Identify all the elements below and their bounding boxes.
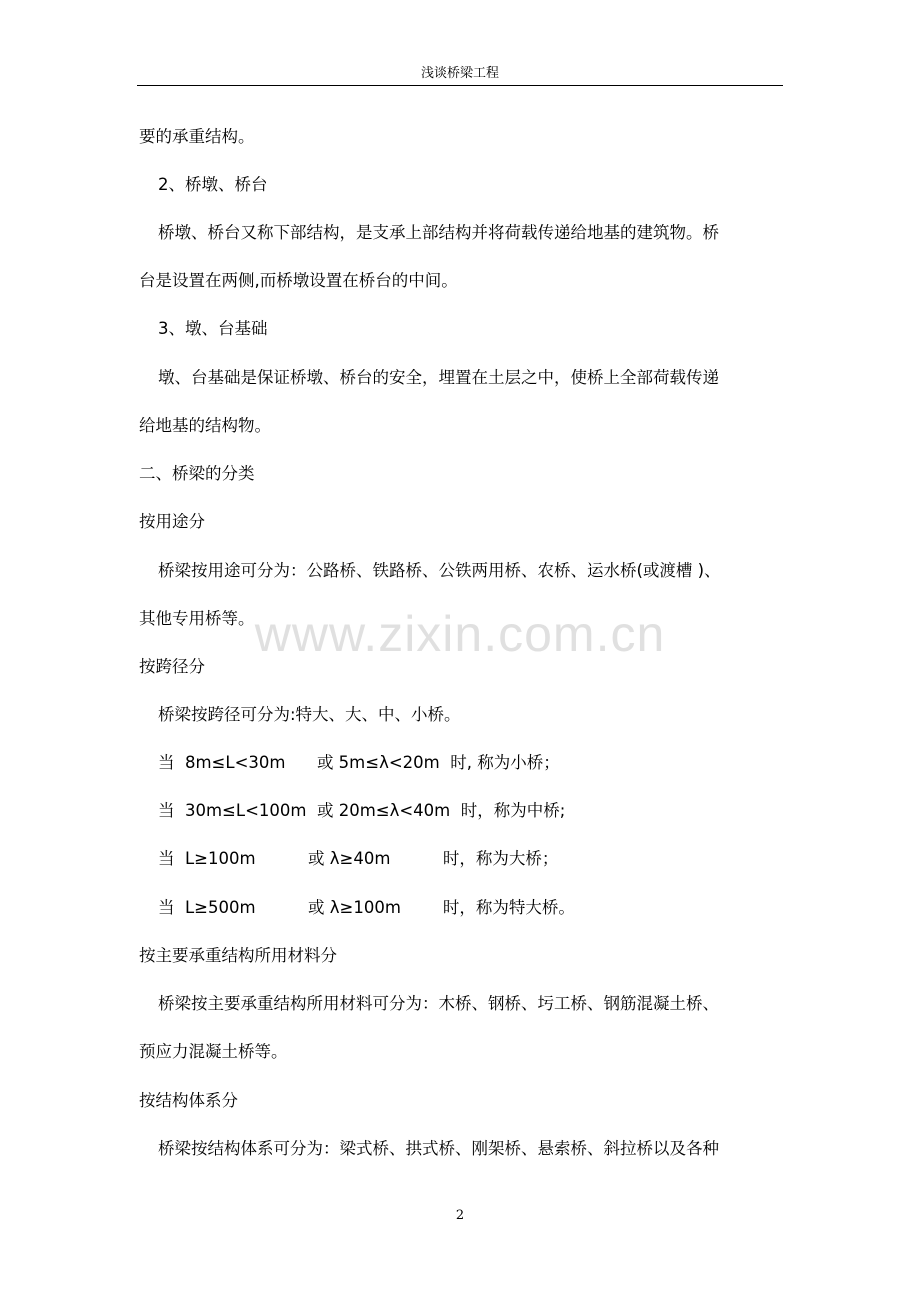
header-divider	[137, 85, 783, 86]
body-line-13: 桥梁按跨径可分为:特大、大、中、小桥。	[158, 705, 461, 724]
section-heading-foundation: 3、墩、台基础	[158, 319, 268, 338]
watermark: www.zixin.com.cn	[254, 606, 666, 662]
section-heading-piers: 2、桥墩、桥台	[158, 175, 268, 194]
body-line-11: 其他专用桥等。	[139, 609, 255, 628]
span-rule-small: 当 8m≤L<30m 或 5m≤λ<20m 时, 称为小桥；	[158, 753, 560, 772]
subheading-by-use: 按用途分	[139, 512, 205, 531]
section-heading-classification: 二、桥梁的分类	[139, 464, 255, 483]
body-line-19: 桥梁按主要承重结构所用材料可分为：木桥、钢桥、圬工桥、钢筋混凝土桥、	[158, 994, 719, 1013]
span-rule-large: 当 L≥100m 或 λ≥40m 时，称为大桥；	[158, 849, 559, 868]
body-line-3: 桥墩、桥台又称下部结构，是支承上部结构并将荷载传递给地基的建筑物。桥	[158, 223, 719, 242]
body-line-10: 桥梁按用途可分为：公路桥、铁路桥、公铁两用桥、农桥、运水桥(或渡槽 )、	[158, 561, 721, 580]
subheading-by-span: 按跨径分	[139, 657, 205, 676]
span-rule-extra-large: 当 L≥500m 或 λ≥100m 时，称为特大桥。	[158, 898, 575, 917]
body-line-22: 桥梁按结构体系可分为：梁式桥、拱式桥、刚架桥、悬索桥、斜拉桥以及各种	[158, 1139, 719, 1158]
body-line-7: 给地基的结构物。	[139, 416, 271, 435]
body-line-6: 墩、台基础是保证桥墩、桥台的安全，埋置在土层之中，使桥上全部荷载传递	[158, 368, 719, 387]
page-number: 2	[455, 1208, 465, 1223]
body-line-4: 台是设置在两侧,而桥墩设置在桥台的中间。	[139, 271, 458, 290]
span-rule-medium: 当 30m≤L<100m 或 20m≤λ<40m 时，称为中桥;	[158, 801, 566, 820]
subheading-by-structure: 按结构体系分	[139, 1091, 238, 1110]
body-line-20: 预应力混凝土桥等。	[139, 1042, 288, 1061]
page-header-title: 浅谈桥梁工程	[420, 66, 499, 81]
body-line-1: 要的承重结构。	[139, 127, 255, 146]
subheading-by-material: 按主要承重结构所用材料分	[139, 946, 337, 965]
